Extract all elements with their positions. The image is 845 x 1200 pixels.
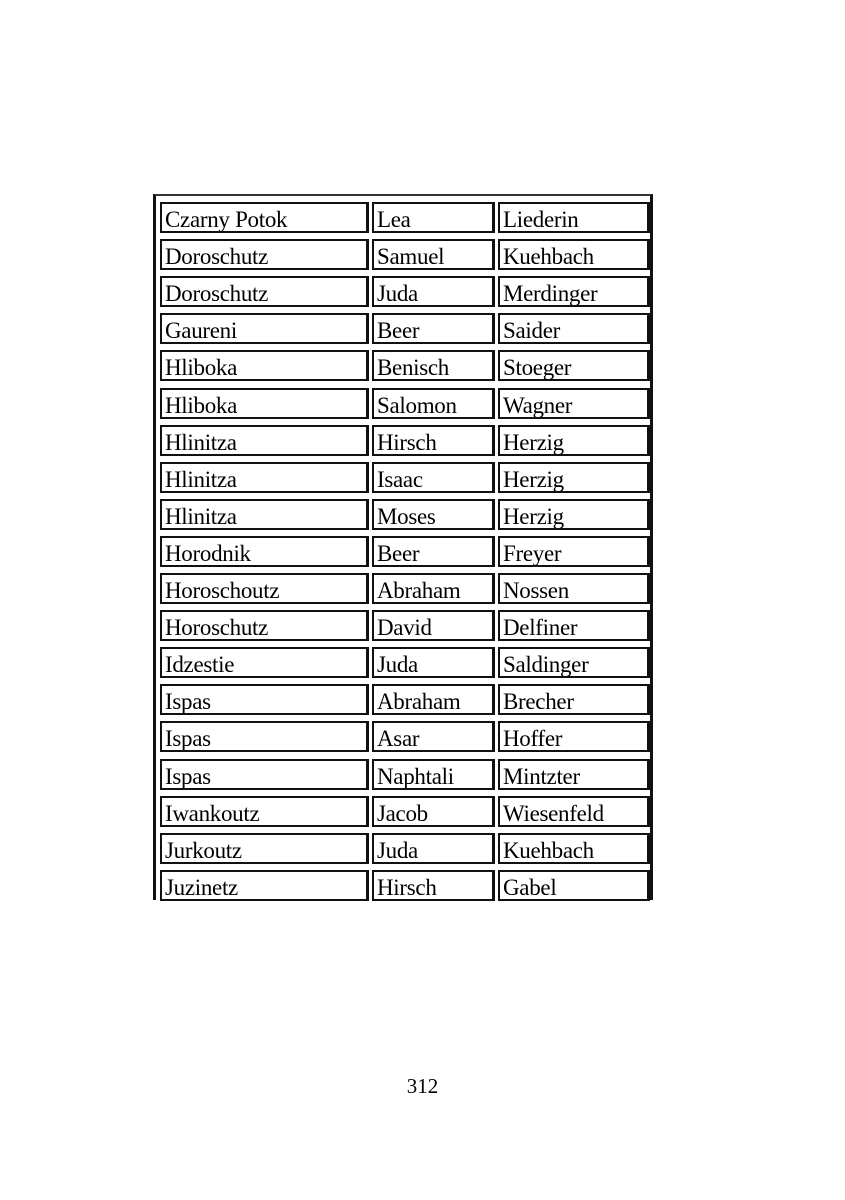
given-name-cell: Lea: [372, 202, 495, 233]
surname-cell: Kuehbach: [498, 833, 650, 864]
given-name-cell: Benisch: [372, 350, 495, 381]
given-name-cell: Isaac: [372, 462, 495, 493]
table-row: [160, 425, 650, 458]
given-name-cell: Abraham: [372, 573, 495, 604]
given-name-cell: Moses: [372, 499, 495, 530]
given-name-cell: David: [372, 610, 495, 641]
place-cell: Hliboka: [160, 350, 369, 381]
place-cell: Gaureni: [160, 313, 369, 344]
table-row: [160, 870, 650, 903]
given-name-cell: Naphtali: [372, 759, 495, 790]
surname-cell: Saldinger: [498, 647, 650, 678]
given-name-cell: Hirsch: [372, 870, 495, 901]
place-cell: Hlinitza: [160, 462, 369, 493]
surname-cell: Merdinger: [498, 276, 650, 307]
place-cell: Iwankoutz: [160, 796, 369, 827]
given-name-cell: Beer: [372, 313, 495, 344]
given-name-cell: Abraham: [372, 684, 495, 715]
surname-cell: Herzig: [498, 425, 650, 456]
given-name-cell: Salomon: [372, 388, 495, 419]
table-row: [160, 462, 650, 495]
table-row: [160, 239, 650, 272]
place-cell: Ispas: [160, 721, 369, 752]
given-name-cell: Juda: [372, 833, 495, 864]
place-cell: Doroschutz: [160, 239, 369, 270]
surname-cell: Liederin: [498, 202, 650, 233]
table-row: [160, 276, 650, 309]
surname-cell: Nossen: [498, 573, 650, 604]
place-cell: Horoschoutz: [160, 573, 369, 604]
table-row: [160, 388, 650, 421]
given-name-cell: Asar: [372, 721, 495, 752]
given-name-cell: Beer: [372, 536, 495, 567]
surname-cell: Delfiner: [498, 610, 650, 641]
surname-cell: Wiesenfeld: [498, 796, 650, 827]
table-row: [160, 350, 650, 383]
place-cell: Hliboka: [160, 388, 369, 419]
place-cell: Hlinitza: [160, 499, 369, 530]
place-cell: Ispas: [160, 684, 369, 715]
surname-cell: Kuehbach: [498, 239, 650, 270]
surname-cell: Gabel: [498, 870, 650, 901]
place-cell: Czarny Potok: [160, 202, 369, 233]
place-cell: Horodnik: [160, 536, 369, 567]
place-cell: Juzinetz: [160, 870, 369, 901]
place-cell: Doroschutz: [160, 276, 369, 307]
surname-cell: Brecher: [498, 684, 650, 715]
place-cell: Hlinitza: [160, 425, 369, 456]
table-row: [160, 647, 650, 680]
place-cell: Horoschutz: [160, 610, 369, 641]
table-row: [160, 684, 650, 717]
surname-cell: Stoeger: [498, 350, 650, 381]
surname-cell: Herzig: [498, 499, 650, 530]
given-name-cell: Jacob: [372, 796, 495, 827]
given-name-cell: Hirsch: [372, 425, 495, 456]
place-cell: Jurkoutz: [160, 833, 369, 864]
table-row: [160, 833, 650, 866]
surname-cell: Saider: [498, 313, 650, 344]
table-row: [160, 202, 650, 235]
table-row: [160, 573, 650, 606]
table-row: [160, 313, 650, 346]
surname-cell: Freyer: [498, 536, 650, 567]
table-row: [160, 610, 650, 643]
surname-cell: Wagner: [498, 388, 650, 419]
given-name-cell: Juda: [372, 647, 495, 678]
table-row: [160, 536, 650, 569]
given-name-cell: Juda: [372, 276, 495, 307]
surname-cell: Mintzter: [498, 759, 650, 790]
surname-cell: Herzig: [498, 462, 650, 493]
name-table: [153, 194, 653, 900]
page-number: 312: [406, 1074, 439, 1098]
surname-cell: Hoffer: [498, 721, 650, 752]
place-cell: Idzestie: [160, 647, 369, 678]
table-row: [160, 796, 650, 829]
given-name-cell: Samuel: [372, 239, 495, 270]
table-row: [160, 721, 650, 754]
place-cell: Ispas: [160, 759, 369, 790]
table-row: [160, 759, 650, 792]
table-row: [160, 499, 650, 532]
